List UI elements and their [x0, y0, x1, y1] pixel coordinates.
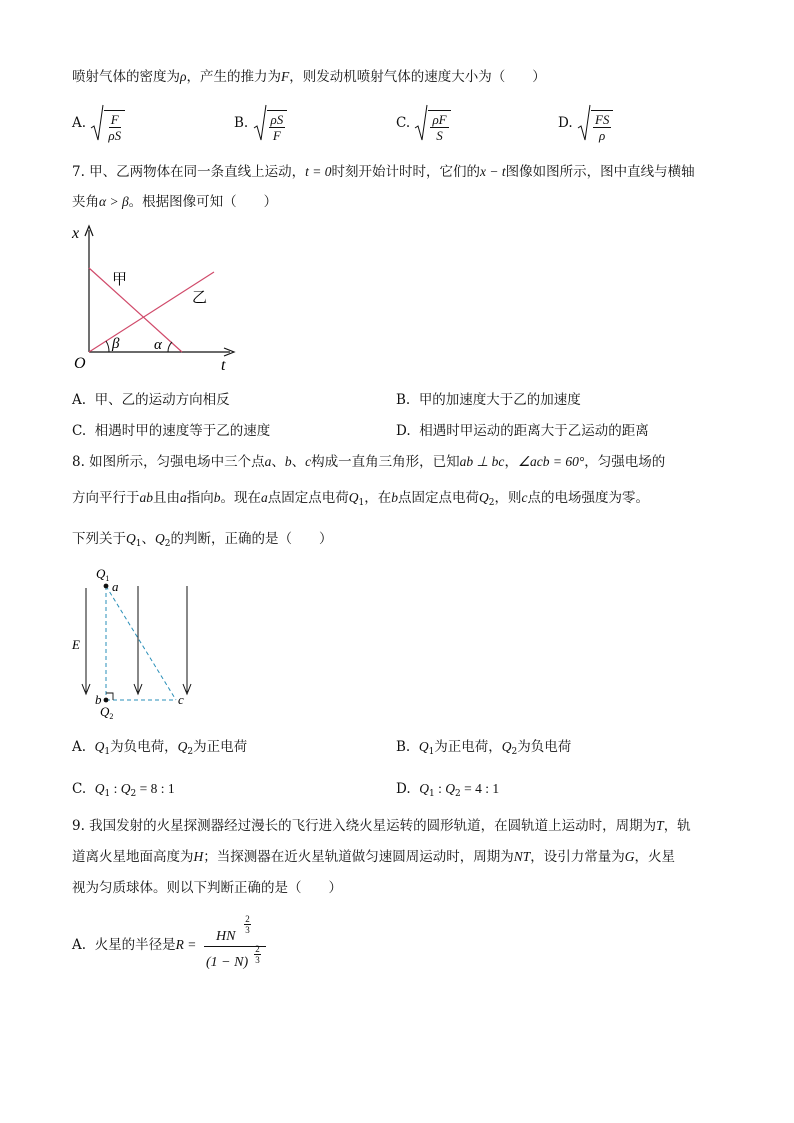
q9-stem-line3: 视为匀质球体。则以下判断正确的是（ ） — [72, 880, 342, 896]
q8-field-figure — [68, 562, 198, 722]
q7-option-a[interactable]: A. 甲、乙的运动方向相反 — [72, 392, 230, 408]
label-a: a — [112, 579, 119, 594]
q7-option-d[interactable]: D. 相遇时甲运动的距离大于乙运动的距离 — [396, 423, 649, 439]
q9-stem-line1: 9. 我国发射的火星探测器经过漫长的飞行进入绕火星运转的圆形轨道，在圆轨道上运动时，周期为T，轨 — [72, 818, 691, 834]
q6-option-a[interactable]: A. $\frac{F}{\rho S}$ — [72, 104, 125, 143]
point-b-charge — [104, 698, 109, 703]
label-c: c — [178, 692, 184, 707]
q6-option-d[interactable]: D. $\frac{FS}{\rho}$ — [558, 104, 613, 143]
q7-xt-graph — [66, 222, 246, 374]
label-Q2: $Q_2$ — [100, 704, 114, 721]
point-a-charge — [104, 584, 109, 589]
q8-stem-line2: 方向平行于ab且由a指向b。现在a点固定点电荷$Q_1$，在b点固定点电荷$Q_2$，则c点的电场强度为零。 — [72, 490, 649, 508]
q7-option-b[interactable]: B. 甲的加速度大于乙的加速度 — [396, 392, 581, 408]
label-jia: 甲 — [112, 270, 128, 288]
radius-fraction: HN 2 3 (1 − N) 2 3 — [204, 914, 266, 974]
label-yi: 乙 — [192, 288, 208, 306]
sqrt-sign-a: $\frac{F}{\rho S}$ — [90, 104, 125, 143]
q8-stem-line1: 8. 如图所示，匀强电场中三个点a、b、c构成一直角三角形，已知ab ⊥ bc，∠acb = 60°，匀强电场的 — [72, 454, 666, 470]
q8-option-b[interactable]: B. $Q_1$为正电荷，$Q_2$为负电荷 — [396, 739, 572, 757]
q6-option-b[interactable]: B. $\frac{\rho S}{F}$ — [234, 104, 287, 143]
q7-stem-line1: 7. 甲、乙两物体在同一条直线上运动，t = 0时刻开始计时时，它们的x − t图像如图所示，图中直线与横轴 — [72, 164, 695, 180]
q6-option-c[interactable]: C. $\frac{\rho F}{S}$ — [396, 104, 451, 143]
label-Q1: $Q_1$ — [96, 566, 110, 583]
axis-t-label: t — [221, 357, 226, 374]
axis-x-label: x — [72, 225, 80, 242]
q7-option-c[interactable]: C. 相遇时甲的速度等于乙的速度 — [72, 423, 271, 439]
origin-label: O — [74, 355, 86, 372]
q8-option-a[interactable]: A. $Q_1$为负电荷，$Q_2$为正电荷 — [72, 739, 248, 757]
line-jia — [89, 268, 182, 352]
q8-option-c[interactable]: C. $Q_1$ : $Q_2 = 8$ : 1 — [72, 781, 175, 799]
q7-stem-line2: 夹角α > β。根据图像可知（ ） — [72, 194, 278, 210]
angle-alpha: α — [154, 337, 162, 353]
label-b: b — [95, 692, 102, 707]
sqrt-sign-c: $\frac{\rho F}{S}$ — [414, 104, 450, 143]
q9-stem-line2: 道离火星地面高度为H；当探测器在近火星轨道做匀速圆周运动时，周期为NT，设引力常量为G，火星 — [72, 849, 676, 865]
q8-stem-line3: 下列关于$Q_1$、$Q_2$的判断，正确的是（ ） — [72, 531, 333, 549]
label-E: E — [72, 637, 80, 652]
q8-option-d[interactable]: D. $Q_1$ : $Q_2 = 4$ : 1 — [396, 781, 500, 799]
sqrt-sign-b: $\frac{\rho S}{F}$ — [253, 104, 288, 143]
line-yi — [89, 272, 214, 352]
angle-beta: β — [112, 336, 120, 352]
sqrt-sign-d: $\frac{FS}{\rho}$ — [577, 104, 613, 143]
q6-stem: 喷射气体的密度为ρ，产生的推力为F，则发动机喷射气体的速度大小为（ ） — [72, 69, 546, 85]
